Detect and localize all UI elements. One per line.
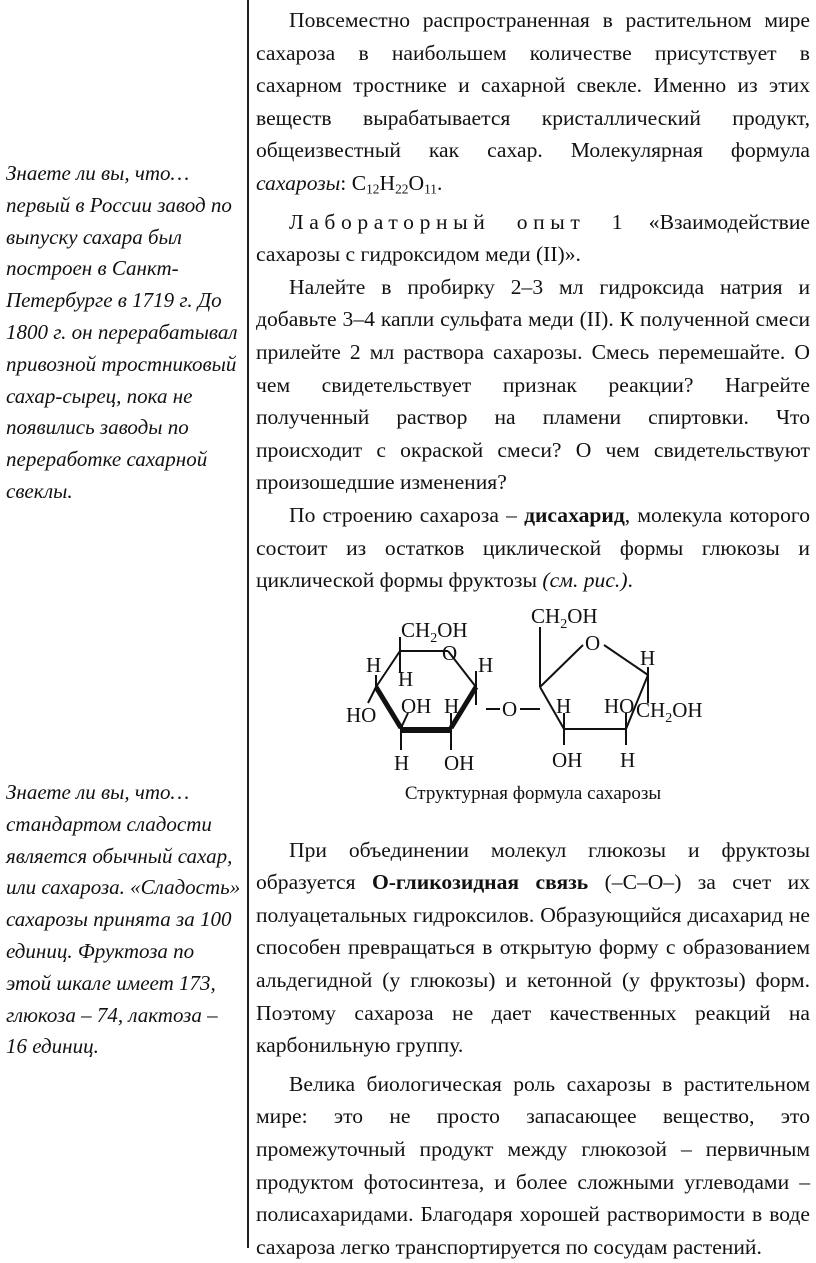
lab-label: Лабораторный опыт 1 xyxy=(289,209,629,234)
glucose-h-label: H xyxy=(398,666,414,691)
bond-text: При объединении молекул глюкозы и фруктозы образуется xyxy=(256,837,810,895)
fructose-ho-label: HO xyxy=(604,693,635,718)
figure-reference: (см. рис.) xyxy=(542,568,628,593)
glycosidic-oxygen-label: O xyxy=(502,696,518,721)
paragraph-glycosidic-bond xyxy=(256,834,810,1062)
paragraph-procedure: Налейте в пробирку 2–3 мл гидроксида натрия и добавьте 3–4 капли сульфата меди (II). К полученной смеси прилейте 2 мл раствора сахарозы. Смесь перемешайте. О чем свидетельствует признак реакции? Нагрейте полученный раствор на пламени спиртовки. Что происходит с окраской смеси? О чем свидетельствуют произошедшие изменения? xyxy=(256,274,810,495)
fructose-ch2oh-label: $CH_2OH$ xyxy=(636,697,703,726)
lab-title: «Взаимодействие сахарозы с гидроксидом меди (II)». xyxy=(256,209,810,267)
structure-text: По строению сахароза – xyxy=(289,502,517,527)
intro-text: Повсеместно распространенная в растительном мире сахароза в наибольшем количестве присутствует в сахарном тростнике и сахарной свекле. Именно из этих веществ вырабатывается кристаллический продукт, общеизвестный как сахар. Молекулярная формула xyxy=(256,8,810,163)
structure-text-2: , молекула которого состоит из остатков циклической формы глюкозы и циклической формы фруктозы xyxy=(256,502,810,593)
fructose-h-label: H xyxy=(556,693,572,718)
glucose-h-label: H xyxy=(366,652,382,677)
sucrose-structure-diagram xyxy=(256,605,810,780)
sidebar-note-sweetness: Знаете ли вы, что… стандартом сладости является обычный сахар, или сахароза. «Сладость» сахарозы принята за 100 единиц. Фруктоза по этой шкале имеет 173, глюкоза – 74, лактоза – 16 единиц. xyxy=(6,780,241,1059)
structure-term: дисахарид xyxy=(524,502,625,527)
fructose-h-label: H xyxy=(620,747,636,772)
glucose-ring-oxygen-label: O xyxy=(442,640,458,665)
glucose-h-label: H xyxy=(478,652,494,677)
glucose-ho-label: HO xyxy=(346,702,377,727)
column-divider xyxy=(247,0,249,1248)
paragraph-structure: По строению сахароза – дисахарид, молекула которого состоит из остатков циклической формы глюкозы и циклической формы фруктозы (см. рис.). xyxy=(256,502,810,593)
glucose-h-label: H xyxy=(444,693,460,718)
paragraph-intro: Повсеместно распространенная в растительном мире сахароза в наибольшем количестве присутствует в сахарном тростнике и сахарной свекле. Именно из этих веществ вырабатывается кристаллический продукт, общеизвестный как сахар. Молекулярная формула сахарозы: $C_{12}H_{22}O_{11}$. xyxy=(256,8,810,197)
fructose-ring-oxygen-label: O xyxy=(585,630,601,655)
glucose-ch2oh-label: $CH_2OH$ xyxy=(401,617,468,646)
paragraph-biological-role: Велика биологическая роль сахарозы в растительном мире: это не просто запасающее вещество, это промежуточный продукт между глюкозой – первичным продуктом фотосинтеза, и более сложными углеводами – полисахаридами. Благодаря хорошей растворимости в воде сахароза легко транспортируется по сосудам растений. xyxy=(256,1071,810,1259)
sidebar xyxy=(0,0,247,1248)
glucose-oh-label: OH xyxy=(444,750,475,775)
bond-term: О-гликозидная связь xyxy=(371,870,589,895)
fructose-oh-label: OH xyxy=(552,747,583,772)
bond-text-2: (–С–О–) за счет их полуацетальных гидроксилов. Образующийся дисахарид не способен превращаться в открытую форму с образованием альдегидной (у глюкозы) и кетонной (у фруктозы) форм. Поэтому сахароза не дает качественных реакций на карбонильную группу. xyxy=(256,870,810,1058)
sucrose-structure-figure xyxy=(256,605,810,780)
main-text xyxy=(256,4,810,1263)
fructose-ch2oh-label: $CH_2OH$ xyxy=(531,604,598,632)
glucose-h-label: H xyxy=(394,750,410,775)
figure-caption: Структурная формула сахарозы xyxy=(404,782,662,804)
fructose-h-label: H xyxy=(640,645,656,670)
molecular-formula: $C_{12}H_{22}O_{11}$. xyxy=(351,170,443,197)
intro-term: сахарозы xyxy=(256,170,341,195)
sidebar-note-sugar-factory: Знаете ли вы, что… первый в России завод по выпуску сахара был построен в Санкт-Петербурге в 1719 г. До 1800 г. он перерабатывал привозной тростниковый сахар-сырец, пока не появились заводы по переработке сахарной свеклы. xyxy=(6,161,238,503)
glucose-oh-label: OH xyxy=(401,693,432,718)
paragraph-lab xyxy=(256,206,810,271)
